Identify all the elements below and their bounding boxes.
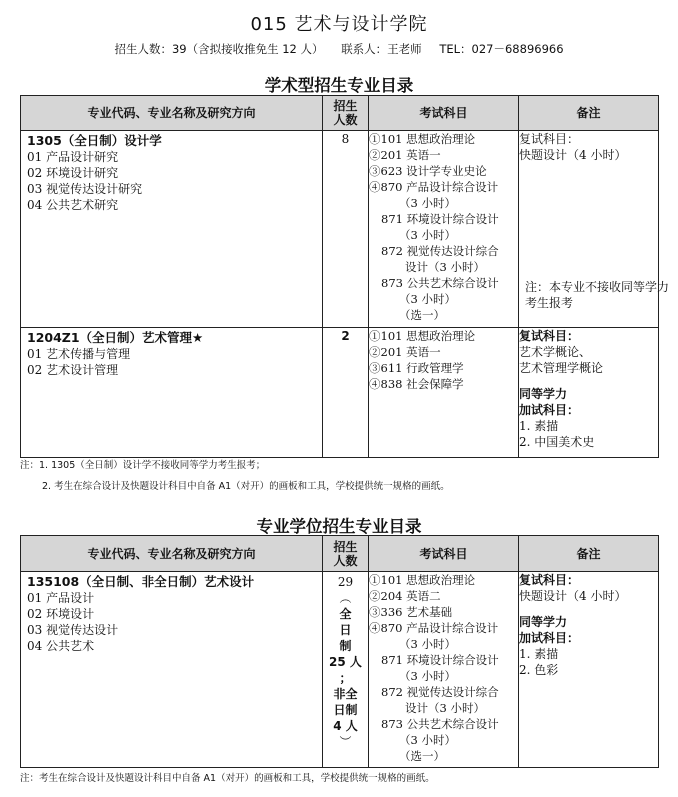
col-header-subjects: 考试科目 — [369, 96, 519, 131]
major-name: 1305（全日制）设计学 — [27, 133, 162, 148]
note-line: 加试科目： — [519, 631, 580, 645]
count-line: ︵ — [339, 591, 352, 605]
subject-item: ②201 英语一 — [369, 148, 441, 162]
small-note-line: 注：本专业不接收同等学力 — [525, 280, 670, 294]
subject-item: 871 环境设计综合设计 — [381, 212, 499, 226]
count-line: 制 — [339, 639, 352, 653]
note-line: 快题设计（4 小时） — [519, 589, 627, 603]
subject-item: ①101 思想政治理论 — [369, 329, 476, 343]
major-name: 135108（全日制、非全日制）艺术设计 — [27, 574, 255, 589]
table-header-row — [21, 536, 659, 572]
subject-item: 设计（3 小时） — [405, 701, 485, 715]
enrollment-count — [323, 572, 369, 768]
academic-footnote-2: 2. 考生在综合设计及快题设计科目中自备 A1（对开）的画板和工具，学校提供统一规格的画纸。 — [42, 481, 450, 492]
subject-item: （选一） — [399, 749, 445, 763]
major-cell — [21, 328, 323, 458]
major-name: 1204Z1（全日制）艺术管理★ — [27, 330, 204, 345]
col-header-count: 招生 人数 — [323, 96, 369, 131]
exam-subjects — [369, 131, 519, 328]
note-line: 1. 素描 — [519, 647, 559, 661]
major-cell — [21, 572, 323, 768]
subject-item: ④870 产品设计综合设计 — [369, 180, 499, 194]
note-line: 2. 色彩 — [519, 663, 559, 677]
count-line: 非全 — [333, 687, 358, 701]
subject-item: （3 小时） — [399, 669, 456, 683]
count-line: ； — [339, 671, 352, 685]
small-note — [525, 279, 669, 311]
subject-item: 873 公共艺术综合设计 — [381, 276, 499, 290]
note-line: 艺术学概论、 — [519, 345, 592, 359]
academic-footnote-1: 注：1. 1305（全日制）设计学不接收同等学力考生报考； — [20, 460, 266, 471]
note-line: 同等学力 — [519, 387, 568, 401]
page-title: 015 艺术与设计学院 — [250, 14, 428, 35]
subject-item: （3 小时） — [399, 637, 456, 651]
note-line: 快题设计（4 小时） — [519, 148, 627, 162]
col-header-count: 招生 人数 — [323, 536, 369, 572]
subject-item: 871 环境设计综合设计 — [381, 653, 499, 667]
subject-item: ②204 英语二 — [369, 589, 441, 603]
count-line: 日 — [339, 623, 352, 637]
professional-footnote: 注：考生在综合设计及快题设计科目中自备 A1（对开）的画板和工具，学校提供统一规格的画纸。 — [20, 773, 435, 784]
subject-item: （3 小时） — [399, 196, 456, 210]
subject-item: 设计（3 小时） — [405, 260, 485, 274]
col-header-major: 专业代码、专业名称及研究方向 — [21, 536, 323, 572]
note-line: 1. 素描 — [519, 419, 559, 433]
note-line: 加试科目： — [519, 403, 580, 417]
count-line: 全 — [339, 607, 352, 621]
count-line: 25 人 — [329, 655, 362, 669]
count-line: 日制 — [333, 703, 358, 717]
header-info — [0, 41, 678, 57]
subject-item: （选一） — [399, 308, 445, 322]
table-row — [21, 572, 659, 768]
direction-item: 02 环境设计研究 — [27, 166, 119, 180]
notes-cell — [519, 572, 659, 768]
note-line: 复试科目： — [519, 573, 580, 587]
subject-item: ③336 艺术基础 — [369, 605, 453, 619]
enrollment-count: 8 — [323, 131, 369, 328]
notes-cell — [519, 328, 659, 458]
major-cell — [21, 131, 323, 328]
small-note-line: 考生报考 — [525, 296, 574, 310]
direction-item: 01 艺术传播与管理 — [27, 347, 131, 361]
col-header-notes: 备注 — [519, 536, 659, 572]
direction-item: 03 视觉传达设计 — [27, 623, 119, 637]
direction-item: 02 环境设计 — [27, 607, 95, 621]
table-row — [21, 131, 659, 328]
note-line: 复试科目： — [519, 132, 580, 146]
note-line: 复试科目： — [519, 329, 580, 343]
subject-item: ③611 行政管理学 — [369, 361, 464, 375]
direction-item: 04 公共艺术 — [27, 639, 95, 653]
note-line: 2. 中国美术史 — [519, 435, 595, 449]
direction-item: 01 产品设计 — [27, 591, 95, 605]
note-line: 同等学力 — [519, 615, 568, 629]
academic-section-title: 学术型招生专业目录 — [264, 76, 414, 95]
subject-item: ④838 社会保障学 — [369, 377, 464, 391]
count-line: ︶ — [339, 735, 352, 749]
subject-item: ①101 思想政治理论 — [369, 132, 476, 146]
subject-item: ①101 思想政治理论 — [369, 573, 476, 587]
direction-item: 02 艺术设计管理 — [27, 363, 119, 377]
subject-item: ②201 英语一 — [369, 345, 441, 359]
enrollment-text: 招生人数：39（含拟接收推免生 12 人） — [114, 42, 324, 56]
table-row — [21, 328, 659, 458]
exam-subjects — [369, 572, 519, 768]
subject-item: ④870 产品设计综合设计 — [369, 621, 499, 635]
subject-item: 873 公共艺术综合设计 — [381, 717, 499, 731]
direction-item: 01 产品设计研究 — [27, 150, 119, 164]
subject-item: ③623 设计学专业史论 — [369, 164, 487, 178]
count-line: 29 — [337, 575, 354, 589]
count-line: 4 人 — [333, 719, 358, 733]
subject-item: （3 小时） — [399, 292, 456, 306]
table-header-row — [21, 96, 659, 131]
notes-cell — [519, 131, 670, 328]
subject-item: 872 视觉传达设计综合 — [381, 244, 499, 258]
tel-text: TEL：027－68896966 — [439, 42, 564, 56]
enrollment-count: 2 — [323, 328, 369, 458]
exam-subjects — [369, 328, 519, 458]
direction-item: 03 视觉传达设计研究 — [27, 182, 143, 196]
professional-table — [20, 535, 659, 768]
subject-item: （3 小时） — [399, 228, 456, 242]
direction-item: 04 公共艺术研究 — [27, 198, 119, 212]
col-header-subjects: 考试科目 — [369, 536, 519, 572]
contact-text: 联系人：王老师 — [341, 42, 422, 56]
academic-table — [20, 95, 670, 458]
subject-item: （3 小时） — [399, 733, 456, 747]
professional-section-title: 专业学位招生专业目录 — [256, 517, 422, 536]
col-header-major: 专业代码、专业名称及研究方向 — [21, 96, 323, 131]
subject-item: 872 视觉传达设计综合 — [381, 685, 499, 699]
col-header-notes: 备注 — [519, 96, 659, 131]
note-line: 艺术管理学概论 — [519, 361, 604, 375]
